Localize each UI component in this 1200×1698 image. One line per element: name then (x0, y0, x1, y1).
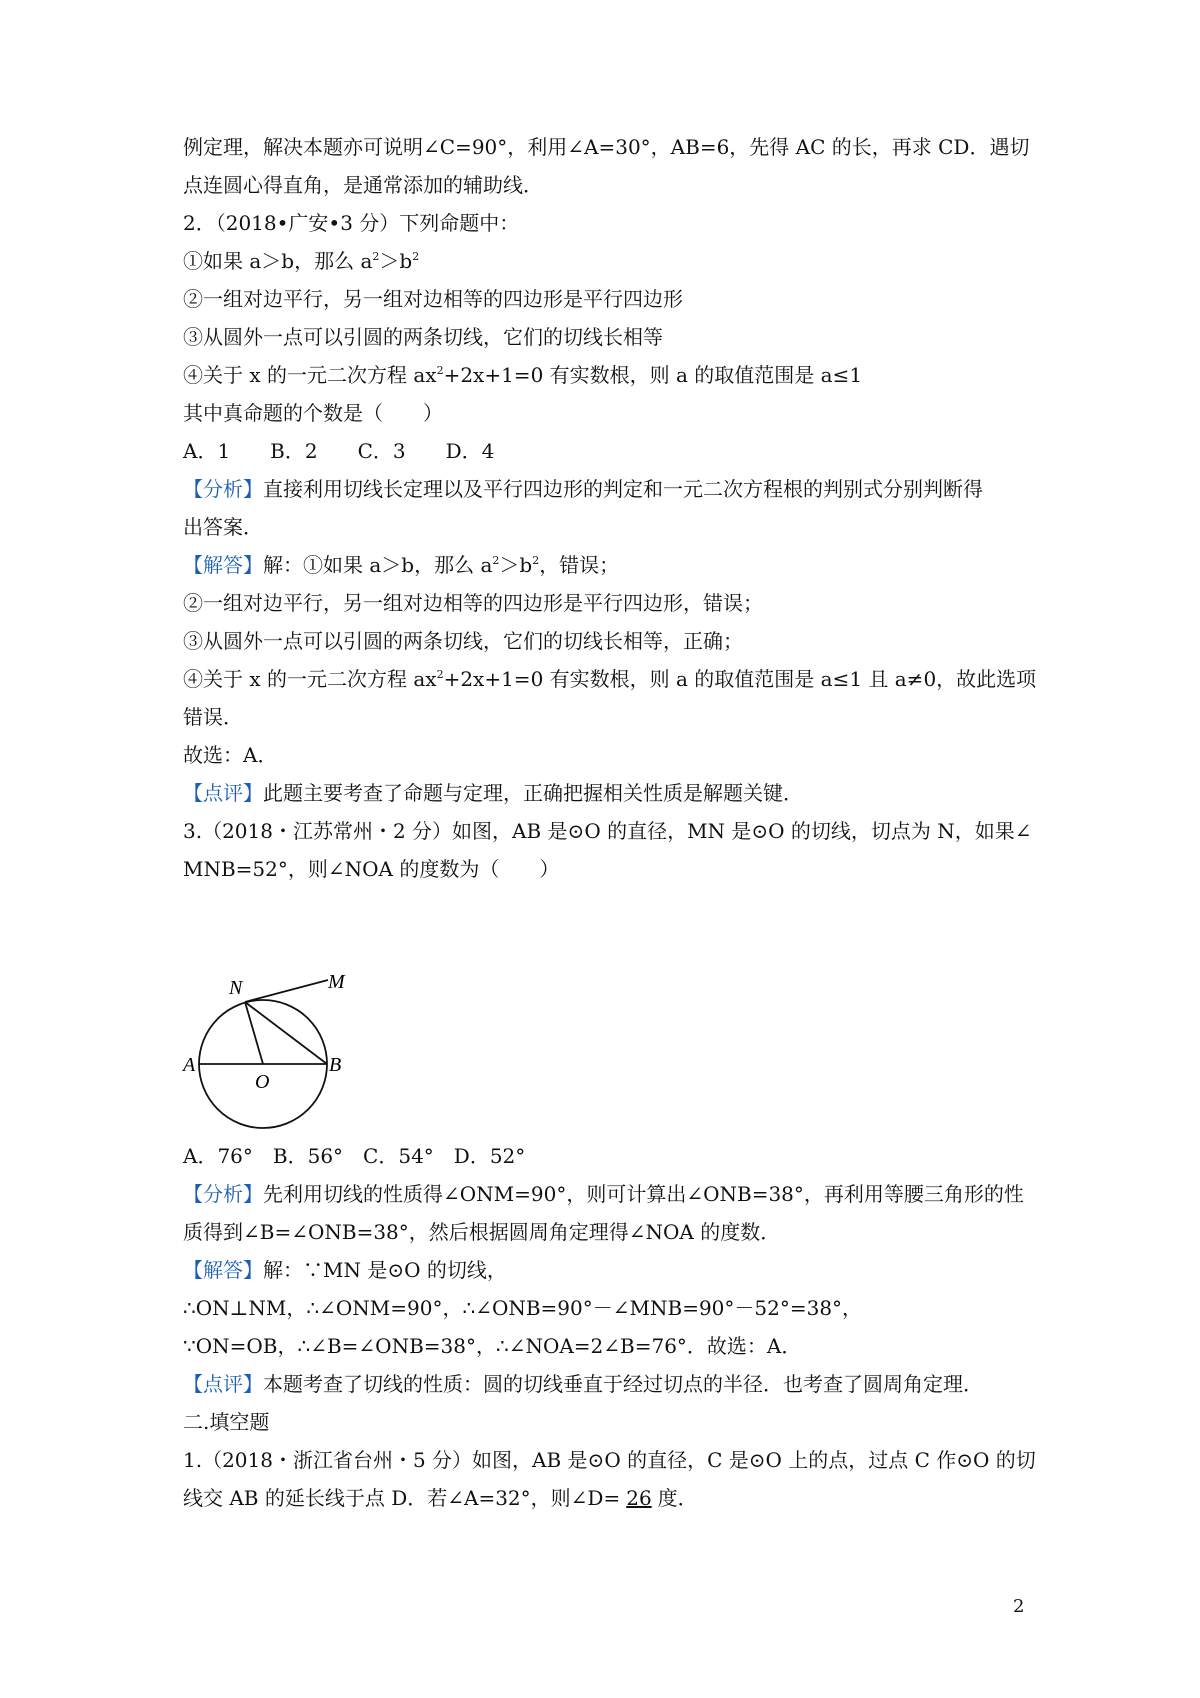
question-3-options: A．76° B．56° C．54° D．52° (183, 1144, 526, 1168)
question-2-header: 2．（2018•广安•3 分）下列命题中： (183, 211, 520, 235)
solution-line: 【解答】解：①如果 a＞b，那么 $a^2>b^2$，错误； (183, 553, 620, 577)
page-number: 2 (1013, 1596, 1025, 1617)
comment-line: 【点评】本题考查了切线的性质：圆的切线垂直于经过切点的半径．也考查了圆周角定理． (183, 1372, 983, 1396)
label-o: O (255, 1071, 270, 1093)
solution-line: ∴ON⊥NM，∴∠ONM=90°，∴∠ONB=90°－∠MNB=90°－52°=38°， (183, 1296, 863, 1320)
question-3-header: MNB=52°，则∠NOA 的度数为（ ） (183, 857, 560, 881)
comment-line: 【点评】此题主要考查了命题与定理，正确把握相关性质是解题关键． (183, 781, 803, 805)
statement-1: ①如果 a＞b，那么 $a^2>b^2$ (183, 249, 420, 273)
solution-line: ∵ON=OB，∴∠B=∠ONB=38°，∴∠NOA=2∠B=76°．故选：A． (183, 1334, 802, 1358)
solution-line: ④关于 x 的一元二次方程 $ax^2+2x+1=0$ 有实数根，则 a 的取值范围是 a≤1 且 a≠0，故此选项 (183, 667, 1037, 691)
statement-2: ②一组对边平行，另一组对边相等的四边形是平行四边形 (183, 287, 683, 311)
label-m: M (328, 971, 345, 993)
label-a: A (183, 1054, 196, 1076)
chord-nb (245, 1002, 327, 1064)
solution-line: 【解答】解：∵MN 是⊙O 的切线， (183, 1258, 507, 1282)
fill-question-1: 线交 AB 的延长线于点 D．若∠A=32°，则∠D= 26 度． (183, 1486, 698, 1510)
analysis-line: 质得到∠B=∠ONB=38°，然后根据圆周角定理得∠NOA 的度数． (183, 1220, 781, 1244)
statement-3: ③从圆外一点可以引圆的两条切线，它们的切线长相等 (183, 325, 663, 349)
answer-blank: 26 (626, 1486, 652, 1510)
solution-tag: 【解答】 (183, 1258, 263, 1282)
radius-on (245, 1002, 263, 1064)
comment-tag: 【点评】 (183, 1372, 263, 1396)
section-title: 二.填空题 (183, 1410, 270, 1434)
question-3-header: 3.（2018・江苏常州・2 分）如图，AB 是⊙O 的直径，MN 是⊙O 的切线，切点为 N，如果∠ (183, 819, 1032, 843)
circle-tangent-figure (183, 968, 343, 1138)
paragraph-line: 点连圆心得直角，是通常添加的辅助线． (183, 173, 543, 197)
analysis-line: 【分析】直接利用切线长定理以及平行四边形的判定和一元二次方程根的判别式分别判断得 (183, 477, 983, 501)
analysis-line: 出答案． (183, 515, 263, 539)
tangent-nm (245, 980, 328, 1002)
solution-line: 错误． (183, 705, 243, 729)
choice-line: 故选：A． (183, 743, 278, 767)
statement-4: ④关于 x 的一元二次方程 $ax^2+2x+1=0$ 有实数根，则 a 的取值范围是 a≤1 (183, 363, 863, 387)
label-n: N (229, 977, 243, 999)
comment-tag: 【点评】 (183, 781, 263, 805)
paragraph-line: 例定理，解决本题亦可说明∠C=90°，利用∠A=30°，AB=6，先得 AC 的长，再求 CD．遇切 (183, 135, 1030, 159)
solution-tag: 【解答】 (183, 553, 263, 577)
fill-question-1: 1.（2018・浙江省台州・5 分）如图，AB 是⊙O 的直径，C 是⊙O 上的点，过点 C 作⊙O 的切 (183, 1448, 1036, 1472)
label-b: B (329, 1054, 342, 1076)
question-2-options: A．1 B．2 C．3 D．4 (183, 439, 495, 463)
solution-line: ③从圆外一点可以引圆的两条切线，它们的切线长相等，正确； (183, 629, 743, 653)
analysis-tag: 【分析】 (183, 477, 263, 501)
analysis-line: 【分析】先利用切线的性质得∠ONM=90°，则可计算出∠ONB=38°，再利用等腰三角形的性 (183, 1182, 1024, 1206)
solution-line: ②一组对边平行，另一组对边相等的四边形是平行四边形，错误； (183, 591, 763, 615)
analysis-tag: 【分析】 (183, 1182, 263, 1206)
question-2-prompt: 其中真命题的个数是（ ） (183, 401, 443, 425)
